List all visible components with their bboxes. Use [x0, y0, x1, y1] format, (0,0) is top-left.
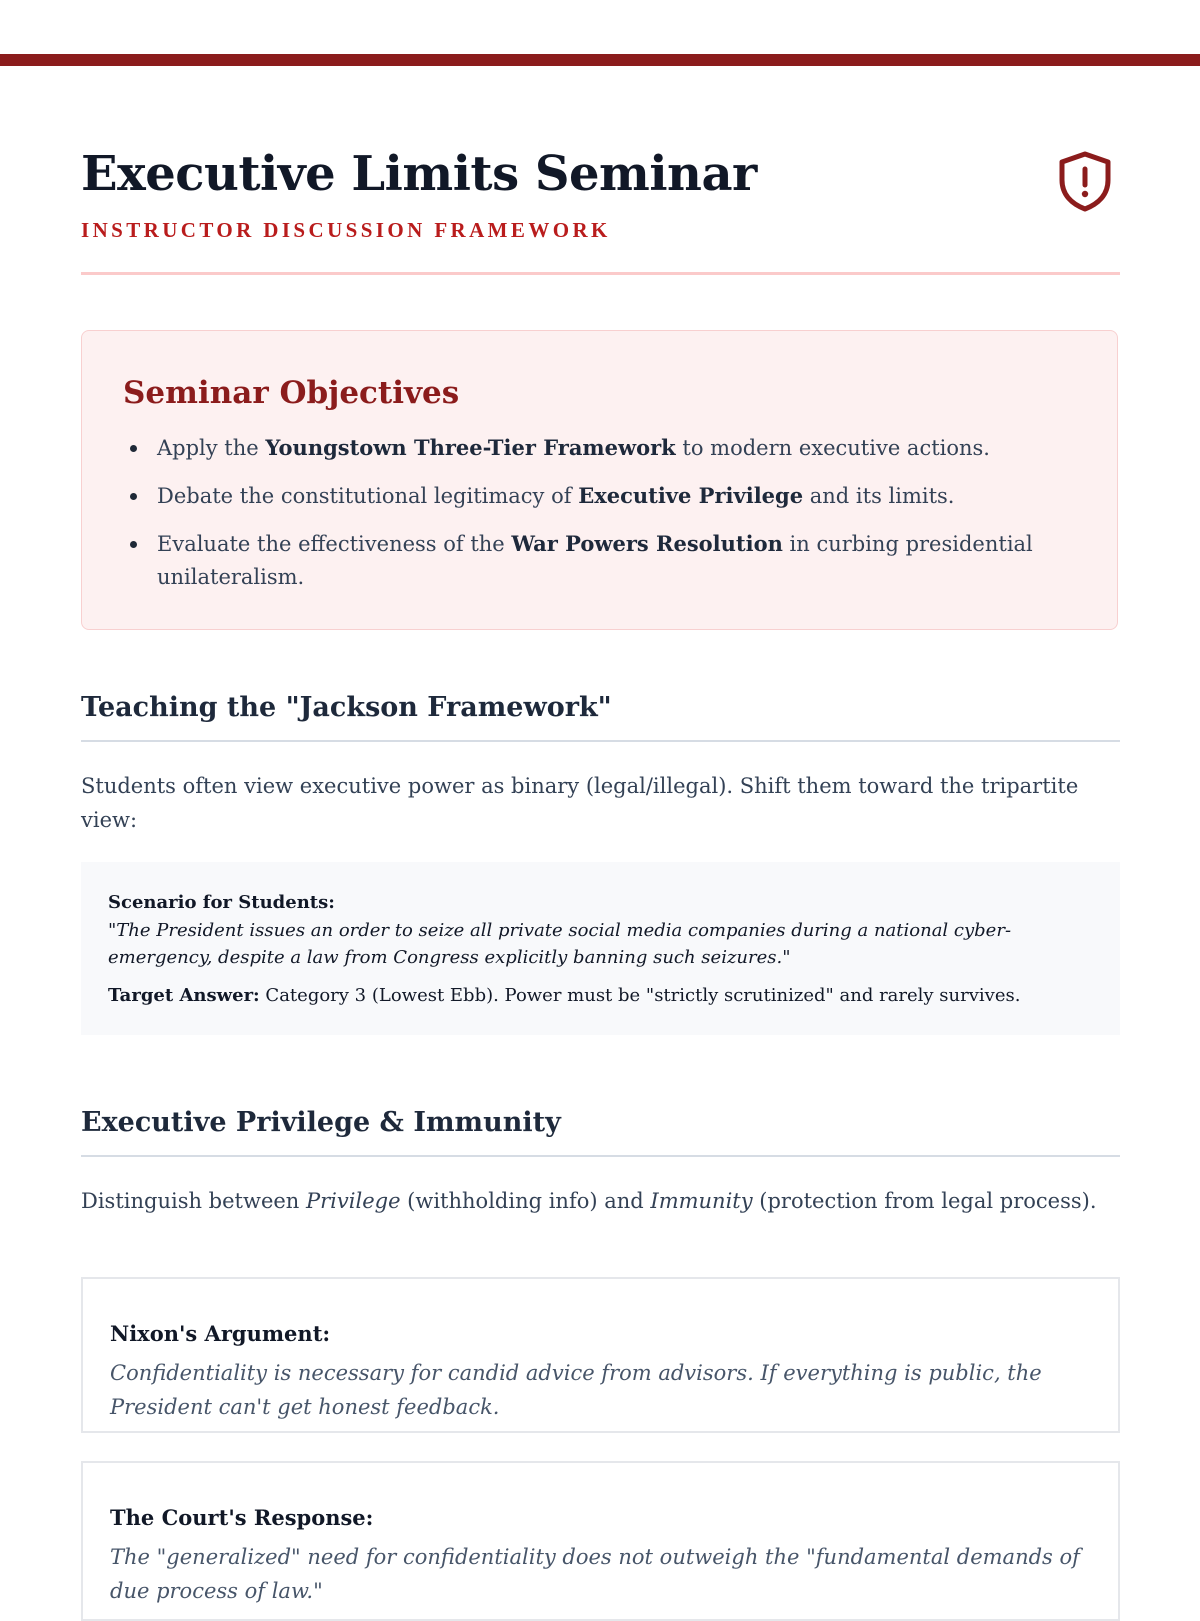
header-divider [81, 272, 1120, 275]
objectives-list [123, 431, 1063, 608]
page-title: Executive Limits Seminar [81, 146, 757, 202]
court-response-text: The "generalized" need for confidentiality does not outweigh the "fundamental demands of due process of law." [110, 1545, 1080, 1603]
target-answer-text: Category 3 (Lowest Ebb). Power must be "strictly scrutinized" and rarely survives. [259, 985, 1021, 1006]
list-item: Apply the Youngstown Three-Tier Framework to modern executive actions. [123, 431, 1063, 465]
objectives-callout [81, 330, 1118, 630]
court-response-box [81, 1461, 1120, 1621]
top-accent-bar [0, 54, 1200, 66]
list-item: Evaluate the effectiveness of the War Powers Resolution in curbing presidential unilateralism. [123, 527, 1063, 594]
nixon-argument-box [81, 1277, 1120, 1433]
target-answer [108, 982, 1098, 1009]
list-item: Debate the constitutional legitimacy of Executive Privilege and its limits. [123, 479, 1063, 513]
objectives-title: Seminar Objectives [123, 375, 460, 411]
scenario-box [81, 862, 1120, 1035]
privilege-heading: Executive Privilege & Immunity [81, 1107, 561, 1138]
privilege-intro: Distinguish between Privilege (withholding info) and Immunity (protection from legal process). [81, 1189, 1097, 1213]
shield-alert-icon [1056, 150, 1114, 212]
nixon-argument-label: Nixon's Argument: [110, 1321, 331, 1346]
scenario-label: Scenario for Students: [108, 892, 335, 913]
section-divider [81, 1155, 1120, 1157]
page-subtitle: INSTRUCTOR DISCUSSION FRAMEWORK [81, 218, 611, 242]
court-response-label: The Court's Response: [110, 1505, 374, 1530]
nixon-argument-text: Confidentiality is necessary for candid advice from advisors. If everything is public, the President can't get honest feedback. [110, 1361, 1042, 1419]
document-header [81, 146, 1120, 276]
jackson-heading: Teaching the "Jackson Framework" [81, 692, 612, 723]
target-answer-label: Target Answer: [108, 985, 260, 1006]
scenario-quote: "The President issues an order to seize all private social media companies during a national cyber-emergency, despite a law from Congress explicitly banning such seizures." [108, 920, 1012, 968]
jackson-intro: Students often view executive power as binary (legal/illegal). Shift them toward the tripartite view: [81, 774, 1079, 832]
section-divider [81, 740, 1120, 742]
